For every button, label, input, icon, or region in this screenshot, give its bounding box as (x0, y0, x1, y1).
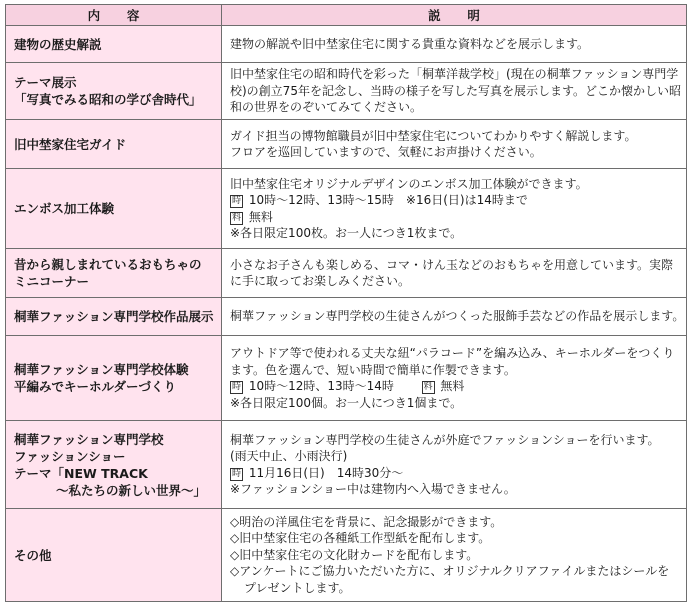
table-row (6, 249, 687, 298)
row-desc-experience: アウトドア等で使われる丈夫な紐“パラコード”を編み込み、キーホルダーをつくります。色を選んで、短い時間で簡単に作製できます。 時 10時～12時、13時～14時 料 無料 ※各日限定100個。お一人につき1個まで。 (222, 336, 687, 421)
time-badge: 時 (231, 382, 241, 392)
row-desc-works: 桐華ファッション専門学校の生徒さんがつくった服飾手芸などの作品を展示します。 (222, 298, 687, 336)
table-row (6, 63, 687, 120)
row-label-history: 建物の歴史解説 (6, 26, 222, 63)
row-label-theme: テーマ展示 「写真でみる昭和の学び舎時代」 (6, 63, 222, 120)
time-text: 11月16日(日) 14時30分～ (248, 465, 404, 480)
row-desc-history: 建物の解説や旧中埜家住宅に関する貴重な資料などを展示します。 (222, 26, 687, 63)
fee-text: 無料 (248, 209, 273, 224)
fee-badge: 料 (423, 382, 433, 392)
row-label-other: その他 (6, 509, 222, 602)
fee-text: 無料 (440, 379, 465, 393)
row-label-show: 桐華ファッション専門学校 ファッションショー テーマ「NEW TRACK ～私たちの新しい世界～」 (6, 421, 222, 509)
table-row (6, 298, 687, 336)
header-content: 内 容 (6, 5, 222, 26)
fee-badge: 料 (231, 212, 241, 223)
row-desc-other (222, 509, 687, 602)
time-badge: 時 (231, 468, 241, 479)
time-text: 10時～12時、13時～15時 ※16日(日)は14時まで (248, 193, 528, 207)
row-desc-toys: 小さなお子さんも楽しめる、コマ・けん玉などのおもちゃを用意しています。実際に手に取ってお楽しみください。 (222, 249, 687, 298)
row-label-guide: 旧中埜家住宅ガイド (6, 120, 222, 169)
row-desc-guide: ガイド担当の博物館職員が旧中埜家住宅についてわかりやすく解説します。 フロアを巡回していますので、気軽にお声掛けください。 (222, 120, 687, 169)
table-row (6, 120, 687, 169)
row-label-toys: 昔から親しまれているおもちゃの ミニコーナー (6, 249, 222, 298)
time-text: 10時～12時、13時～14時 (248, 379, 394, 393)
row-desc-show: 桐華ファッション専門学校の生徒さんが外庭でファッションショーを行います。 (雨天中止、小雨決行) 時 11月16日(日) 14時30分～ ※ファッションショー中は建物内へ入場できません。 (222, 421, 687, 509)
table-row (6, 421, 687, 509)
list-item-continuation: プレゼントします。 (244, 580, 351, 595)
table-row (6, 336, 687, 421)
row-desc-emboss: 旧中埜家住宅オリジナルデザインのエンボス加工体験ができます。 時 10時～12時、13時～15時 ※16日(日)は14時まで 料 無料 ※各日限定100枚。お一人につき1枚まで。 (222, 169, 687, 249)
header-description: 説 明 (222, 5, 687, 26)
table-header-row (6, 5, 687, 26)
list-item: ◇アンケートにご協力いただいた方に、オリジナルクリアファイルまたはシールを (230, 564, 670, 579)
list-item: ◇旧中埜家住宅の各種紙工作型紙を配布します。 (230, 531, 491, 546)
list-item: ◇明治の洋風住宅を背景に、記念撮影ができます。 (230, 514, 503, 529)
table-row (6, 169, 687, 249)
row-desc-theme: 旧中埜家住宅の昭和時代を彩った「桐華洋裁学校」(現在の桐華ファッション専門学校)の創立75年を記念し、当時の様子を写した写真を展示します。どこか懐かしい昭和の世界をのぞいてみてください。 (222, 63, 687, 120)
table-row (6, 509, 687, 602)
event-table (5, 4, 687, 602)
list-item: ◇旧中埜家住宅の文化財カードを配布します。 (230, 547, 479, 562)
row-label-works: 桐華ファッション専門学校作品展示 (6, 298, 222, 336)
table-row (6, 26, 687, 63)
row-label-emboss: エンボス加工体験 (6, 169, 222, 249)
time-badge: 時 (231, 196, 241, 206)
event-table-container (5, 4, 686, 602)
row-label-experience: 桐華ファッション専門学校体験 平編みでキーホルダーづくり (6, 336, 222, 421)
